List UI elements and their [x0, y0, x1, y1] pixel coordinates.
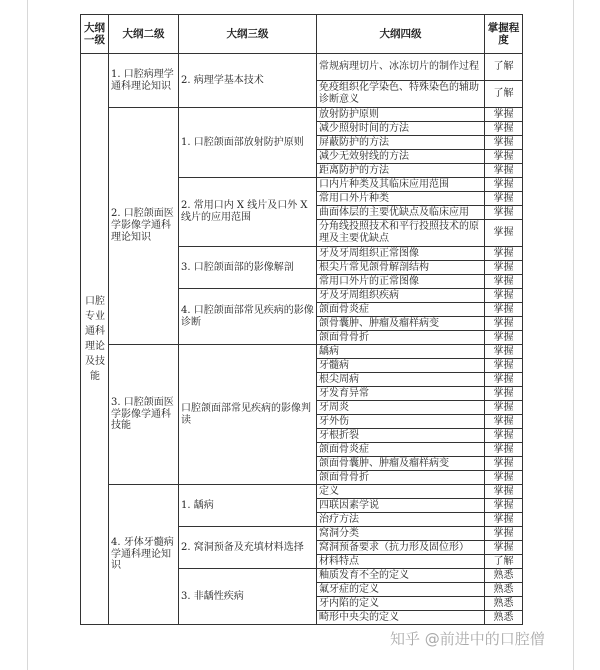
level4-cell: 屏蔽防护的方法 — [317, 136, 485, 150]
level3-cell: 3. 口腔颌面部的影像解剖 — [179, 247, 317, 289]
mastery-cell: 掌握 — [485, 261, 523, 275]
mastery-cell: 掌握 — [485, 359, 523, 373]
level4-cell: 放射防护原则 — [317, 108, 485, 122]
mastery-cell: 熟悉 — [485, 569, 523, 583]
level4-cell: 氟牙症的定义 — [317, 583, 485, 597]
level4-cell: 牙及牙周组织疾病 — [317, 289, 485, 303]
level3-cell: 1. 龋病 — [179, 485, 317, 527]
level4-cell: 分角线投照技术和平行投照技术的原理及主要优缺点 — [317, 220, 485, 247]
level3-cell: 3. 非龋性疾病 — [179, 569, 317, 625]
level3-cell: 4. 口腔颌面部常见疾病的影像诊断 — [179, 289, 317, 345]
watermark: 知乎 @前进中的口腔僧 — [390, 630, 545, 648]
level4-cell: 曲面体层的主要优缺点及临床应用 — [317, 206, 485, 220]
level4-cell: 四联因素学说 — [317, 499, 485, 513]
mastery-cell: 掌握 — [485, 513, 523, 527]
mastery-cell: 掌握 — [485, 317, 523, 331]
level4-cell: 常用口外片的正常图像 — [317, 275, 485, 289]
mastery-cell: 掌握 — [485, 345, 523, 359]
level3-cell: 口腔颌面部常见疾病的影像判读 — [179, 345, 317, 485]
level4-cell: 颌面骨骨折 — [317, 331, 485, 345]
mastery-cell: 掌握 — [485, 485, 523, 499]
mastery-cell: 了解 — [485, 54, 523, 81]
level1-cell — [81, 54, 109, 625]
level1-text: 口腔专业通科理论及技能 — [85, 296, 105, 382]
mastery-cell: 掌握 — [485, 541, 523, 555]
mastery-cell: 掌握 — [485, 303, 523, 317]
page-edge-right — [573, 0, 574, 670]
level2-cell: 3. 口腔颌面医学影像学通科技能 — [109, 345, 179, 485]
level4-cell: 定义 — [317, 485, 485, 499]
level4-cell: 减少照射时间的方法 — [317, 122, 485, 136]
header-row — [81, 15, 523, 54]
mastery-cell: 掌握 — [485, 150, 523, 164]
table-row — [81, 54, 523, 81]
level4-cell: 龋病 — [317, 345, 485, 359]
mastery-cell: 熟悉 — [485, 583, 523, 597]
mastery-cell: 掌握 — [485, 178, 523, 192]
level4-cell: 颌面骨炎症 — [317, 443, 485, 457]
mastery-cell: 掌握 — [485, 457, 523, 471]
level4-cell: 治疗方法 — [317, 513, 485, 527]
mastery-cell: 掌握 — [485, 443, 523, 457]
level4-cell: 釉质发育不全的定义 — [317, 569, 485, 583]
level2-cell: 2. 口腔颌面医学影像学通科理论知识 — [109, 108, 179, 345]
syllabus-body — [81, 54, 523, 625]
mastery-cell: 掌握 — [485, 136, 523, 150]
level4-cell: 免疫组织化学染色、特殊染色的辅助诊断意义 — [317, 81, 485, 108]
mastery-cell: 掌握 — [485, 289, 523, 303]
mastery-cell: 掌握 — [485, 331, 523, 345]
level4-cell: 根尖片常见颌骨解剖结构 — [317, 261, 485, 275]
mastery-cell: 掌握 — [485, 499, 523, 513]
level4-cell: 窝洞分类 — [317, 527, 485, 541]
level4-cell: 牙外伤 — [317, 415, 485, 429]
mastery-cell: 掌握 — [485, 429, 523, 443]
mastery-cell: 掌握 — [485, 122, 523, 136]
level4-cell: 牙内陷的定义 — [317, 597, 485, 611]
table-row — [81, 485, 523, 499]
level3-cell: 2. 病理学基本技术 — [179, 54, 317, 108]
mastery-cell: 掌握 — [485, 401, 523, 415]
header-level2: 大纲二级 — [109, 15, 179, 54]
level4-cell: 牙根折裂 — [317, 429, 485, 443]
header-level3: 大纲三级 — [179, 15, 317, 54]
level4-cell: 窝洞预备要求（抗力形及固位形） — [317, 541, 485, 555]
mastery-cell: 掌握 — [485, 108, 523, 122]
level4-cell: 口内片种类及其临床应用范围 — [317, 178, 485, 192]
level4-cell: 颌面骨囊肿、肿瘤及瘤样病变 — [317, 457, 485, 471]
mastery-cell: 掌握 — [485, 527, 523, 541]
level4-cell: 常用口外片种类 — [317, 192, 485, 206]
syllabus-table — [80, 14, 523, 625]
level2-cell: 4. 牙体牙髓病学通科理论知识 — [109, 485, 179, 625]
mastery-cell: 掌握 — [485, 387, 523, 401]
level4-cell: 根尖周病 — [317, 373, 485, 387]
level4-cell: 距离防护的方法 — [317, 164, 485, 178]
mastery-cell: 了解 — [485, 555, 523, 569]
mastery-cell: 掌握 — [485, 415, 523, 429]
header-level4: 大纲四级 — [317, 15, 485, 54]
level4-cell: 常规病理切片、冰冻切片的制作过程 — [317, 54, 485, 81]
level4-cell: 材料特点 — [317, 555, 485, 569]
level3-cell: 2. 常用口内 X 线片及口外 X 线片的应用范围 — [179, 178, 317, 247]
table-row — [81, 345, 523, 359]
mastery-cell: 掌握 — [485, 220, 523, 247]
mastery-cell: 掌握 — [485, 471, 523, 485]
mastery-cell: 掌握 — [485, 247, 523, 261]
level4-cell: 畸形中央尖的定义 — [317, 611, 485, 625]
mastery-cell: 掌握 — [485, 164, 523, 178]
mastery-cell: 掌握 — [485, 373, 523, 387]
table-row — [81, 108, 523, 122]
mastery-cell: 熟悉 — [485, 611, 523, 625]
level4-cell: 牙髓病 — [317, 359, 485, 373]
level4-cell: 牙发育异常 — [317, 387, 485, 401]
level4-cell: 颌面骨骨折 — [317, 471, 485, 485]
level4-cell: 牙周炎 — [317, 401, 485, 415]
level4-cell: 颌面骨炎症 — [317, 303, 485, 317]
mastery-cell: 熟悉 — [485, 597, 523, 611]
header-level1: 大纲一级 — [81, 15, 109, 54]
page-edge-left — [27, 0, 28, 670]
level4-cell: 牙及牙周组织正常图像 — [317, 247, 485, 261]
level4-cell: 颌骨囊肿、肿瘤及瘤样病变 — [317, 317, 485, 331]
level4-cell: 减少无效射线的方法 — [317, 150, 485, 164]
mastery-cell: 掌握 — [485, 206, 523, 220]
level2-cell: 1. 口腔病理学通科理论知识 — [109, 54, 179, 108]
level3-cell: 1. 口腔颌面部放射防护原则 — [179, 108, 317, 178]
header-mastery: 掌握程度 — [485, 15, 523, 54]
mastery-cell: 掌握 — [485, 275, 523, 289]
mastery-cell: 掌握 — [485, 192, 523, 206]
mastery-cell: 了解 — [485, 81, 523, 108]
level3-cell: 2. 窝洞预备及充填材料选择 — [179, 527, 317, 569]
